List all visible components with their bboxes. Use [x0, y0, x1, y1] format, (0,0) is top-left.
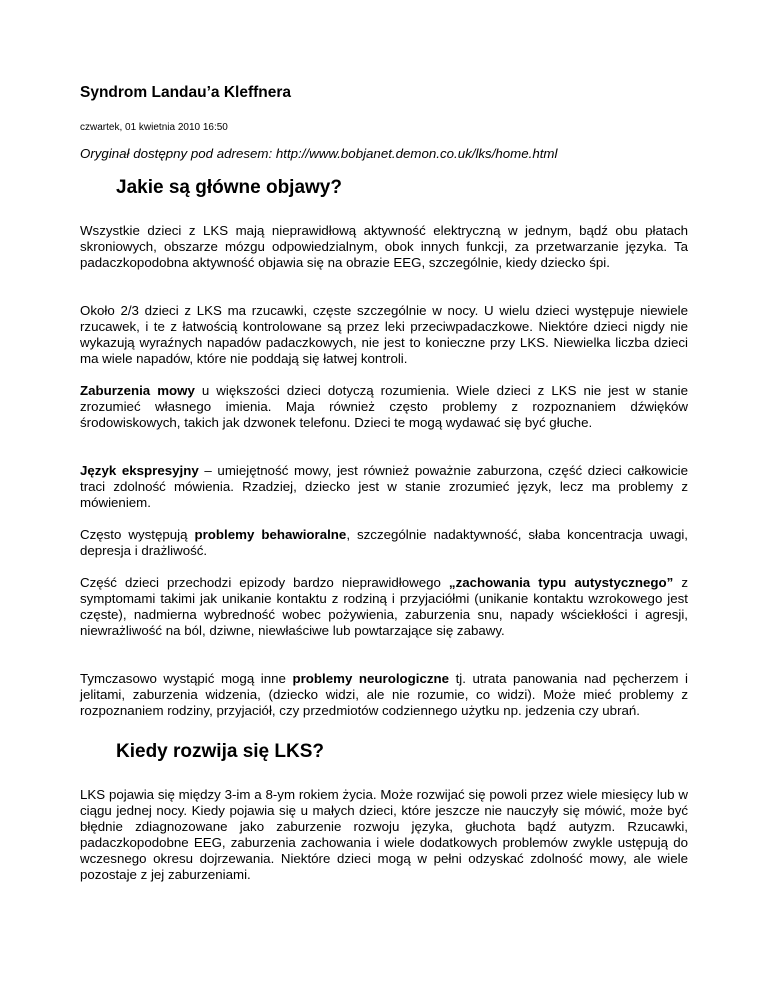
neurological-intro: Tymczasowo wystąpić mogą inne	[80, 671, 293, 686]
speech-disorders-text: u większości dzieci dotyczą rozumienia. Wiele dzieci z LKS nie jest w stanie zrozumieć własnego imienia. Maja również często problemy z rozpoznaniem dźwięków środowiskowych, takich jak dzwonek telefonu. Dzieci te mogą wydawać się być głuche.	[80, 383, 689, 430]
behavioral-text: , szczególnie nadaktywność, słaba koncentracja uwagi, depresja i drażliwość.	[80, 527, 688, 558]
paragraph-expressive-language	[80, 463, 688, 511]
expressive-language-bold: Język ekspresyjny	[80, 463, 199, 478]
expressive-language-text: – umiejętność mowy, jest również poważnie zaburzona, część dzieci całkowicie traci zdolność mówienia. Rzadziej, dziecko jest w stanie zrozumieć język, lecz ma problemy z mówieniem.	[80, 463, 688, 510]
document-title: Syndrom Landau’a Kleffnera	[80, 84, 292, 101]
section-heading-symptoms: Jakie są główne objawy?	[116, 177, 342, 198]
section-heading-onset: Kiedy rozwija się LKS?	[116, 741, 324, 762]
paragraph-neurological	[80, 671, 688, 719]
paragraph-speech-disorders	[80, 383, 688, 431]
original-source-note: Oryginał dostępny pod adresem: http://www.bobjanet.demon.co.uk/lks/home.html	[80, 146, 558, 161]
document-date: czwartek, 01 kwietnia 2010 16:50	[80, 122, 228, 133]
paragraph-eeg: Wszystkie dzieci z LKS mają nieprawidłową aktywność elektryczną w jednym, bądź obu płatach skroniowych, obszarze mózgu odpowiedzialnym, obok innych funkcji, za przetwarzanie języka. Ta padaczkopodobna aktywność objawia się na obrazie EEG, szczególnie, kiedy dziecko śpi.	[80, 223, 688, 270]
neurological-bold: problemy neurologiczne	[292, 671, 450, 686]
autistic-text: z symptomami takimi jak unikanie kontaktu z rodziną i przyjaciółmi (unikanie kontaktu wzrokowego jest częste), nadmierna wybredność wobec pożywienia, zaburzenia snu, napady wściekłości i agresji, niewrażliwość na ból, dziwne, niewłaściwe lub powtarzające się zabawy.	[80, 575, 688, 638]
behavioral-bold: problemy behawioralne	[194, 527, 347, 542]
paragraph-autistic-behavior	[80, 575, 688, 639]
autistic-intro: Część dzieci przechodzi epizody bardzo nieprawidłowego	[80, 575, 449, 590]
behavioral-intro: Często występują	[80, 527, 195, 542]
paragraph-behavioral	[80, 527, 688, 559]
paragraph-onset: LKS pojawia się między 3-im a 8-ym rokiem życia. Może rozwijać się powoli przez wiele miesięcy lub w ciągu jednej nocy. Kiedy pojawia się u małych dzieci, które jeszcze nie nauczyły się mówić, może być błędnie zdiagnozowane jako zaburzenie rozwoju języka, głuchota bądź autyzm. Rzucawki, padaczkopodobne EEG, zaburzenia zachowania i wiele dodatkowych problemów zwykle ustępują do wczesnego okresu dojrzewania. Niektóre dzieci mogą w pełni odzyskać zdolność mowy, ale wiele pozostaje z jej zaburzeniami.	[80, 787, 688, 882]
autistic-bold: „zachowania typu autystycznego”	[448, 575, 674, 590]
speech-disorders-bold: Zaburzenia mowy	[80, 383, 195, 398]
paragraph-seizures: Około 2/3 dzieci z LKS ma rzucawki, częste szczególnie w nocy. U wielu dzieci występuje niewiele rzucawek, i te z łatwością kontrolowane są przez leki przeciwpadaczkowe. Niektóre dzieci nigdy nie wykazują wyraźnych napadów padaczkowych, nie jest to konieczne przy LKS. Niewielka liczba dzieci ma wiele napadów, które nie poddają się łatwej kontroli.	[80, 303, 688, 366]
neurological-text: tj. utrata panowania nad pęcherzem i jelitami, zaburzenia widzenia, (dziecko widzi, ale nie rozumie, co widzi). Może mieć problemy z rozpoznaniem rodziny, przyjaciół, czy przedmiotów codziennego użytku np. jedzenia czy ubrań.	[80, 671, 688, 718]
